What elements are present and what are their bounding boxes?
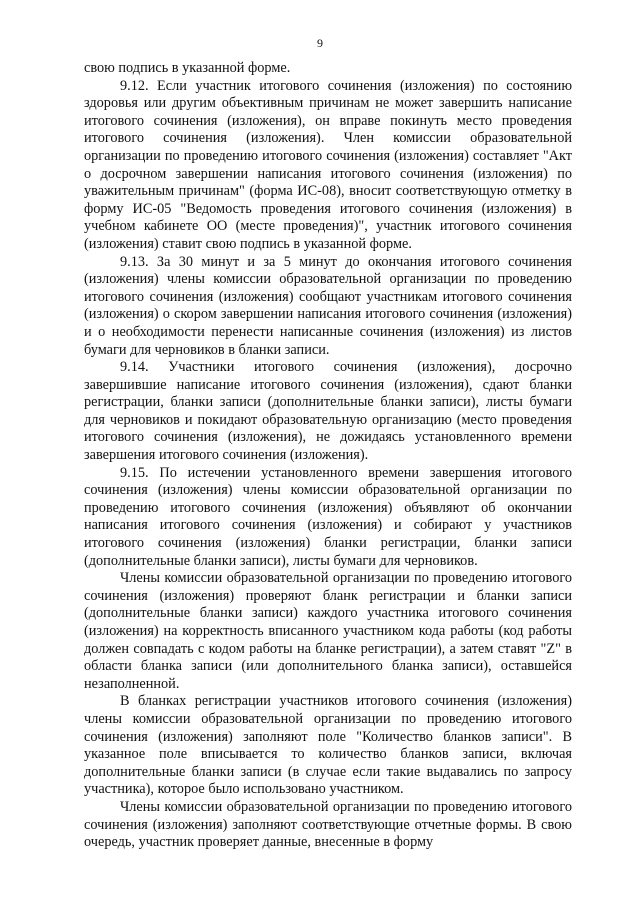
- paragraph-verification: Члены комиссии образовательной организации по проведению итогового сочинения (изложения) проверяют бланк регистрации и бланки записи (дополнительные бланки записи) каждого участника итогового сочинения (изложения) на корректность вписанного участником кода работы (код работы должен совпадать с кодом работы на бланке регистрации), а затем ставят "Z" в области бланка записи (или дополнительного бланка записи), оставшейся незаполненной.: [84, 570, 572, 692]
- paragraph-9-15: 9.15. По истечении установленного времени завершения итогового сочинения (изложения) члены комиссии образовательной организации по проведению итогового сочинения (изложения) объявляют об окончании написания итогового сочинения (изложения) и собирают у участников итогового сочинения (изложения) бланки регистрации, бланки записи (дополнительные бланки записи), листы бумаги для черновиков.: [84, 464, 572, 569]
- paragraph-9-13: 9.13. За 30 минут и за 5 минут до окончания итогового сочинения (изложения) члены комиссии образовательной организации по проведению итогового сочинения (изложения) сообщают участникам итогового сочинения (изложения) о скором завершении написания итогового сочинения (изложения) и о необходимости перенести написанные сочинения (изложения) из листов бумаги для черновиков в бланки записи.: [84, 253, 572, 358]
- paragraph-9-14: 9.14. Участники итогового сочинения (изложения), досрочно завершившие написание итогового сочинения (изложения), сдают бланки регистрации, бланки записи (дополнительные бланки записи), листы бумаги для черновиков и покидают образовательную организацию (место проведения итогового сочинения (изложения), не дожидаясь установленного времени завершения итогового сочинения (изложения).: [84, 359, 572, 464]
- paragraph-report-forms: Члены комиссии образовательной организации по проведению итогового сочинения (изложения) заполняют соответствующие отчетные формы. В свою очередь, участник проверяет данные, внесенные в форму: [84, 798, 572, 851]
- page-number: 9: [317, 36, 323, 50]
- paragraph-9-12: 9.12. Если участник итогового сочинения (изложения) по состоянию здоровья или другим объективным причинам не может завершить написание итогового сочинения (изложения), он вправе покинуть место проведения итогового сочинения (изложения). Член комиссии образовательной организации по проведению итогового сочинения (изложения) составляет "Акт о досрочном завершении написания итогового сочинения (изложения) по уважительным причинам" (форма ИС-08), вносит соответствующую отметку в форму ИС-05 "Ведомость проведения итогового сочинения (изложения) в учебном кабинете ОО (месте проведения)", участник итогового сочинения (изложения) ставит свою подпись в указанной форме.: [84, 77, 572, 252]
- paragraph-continuation: свою подпись в указанной форме.: [84, 60, 291, 76]
- paragraph-registration-forms: В бланках регистрации участников итогового сочинения (изложения) члены комиссии образовательной организации по проведению итогового сочинения (изложения) заполняют поле "Количество бланков записи". В указанное поле вписывается то количество бланков записи, включая дополнительные бланки записи (в случае если такие выдавались по запросу участника), которое было использовано участником.: [84, 693, 572, 798]
- document-body: [84, 60, 572, 852]
